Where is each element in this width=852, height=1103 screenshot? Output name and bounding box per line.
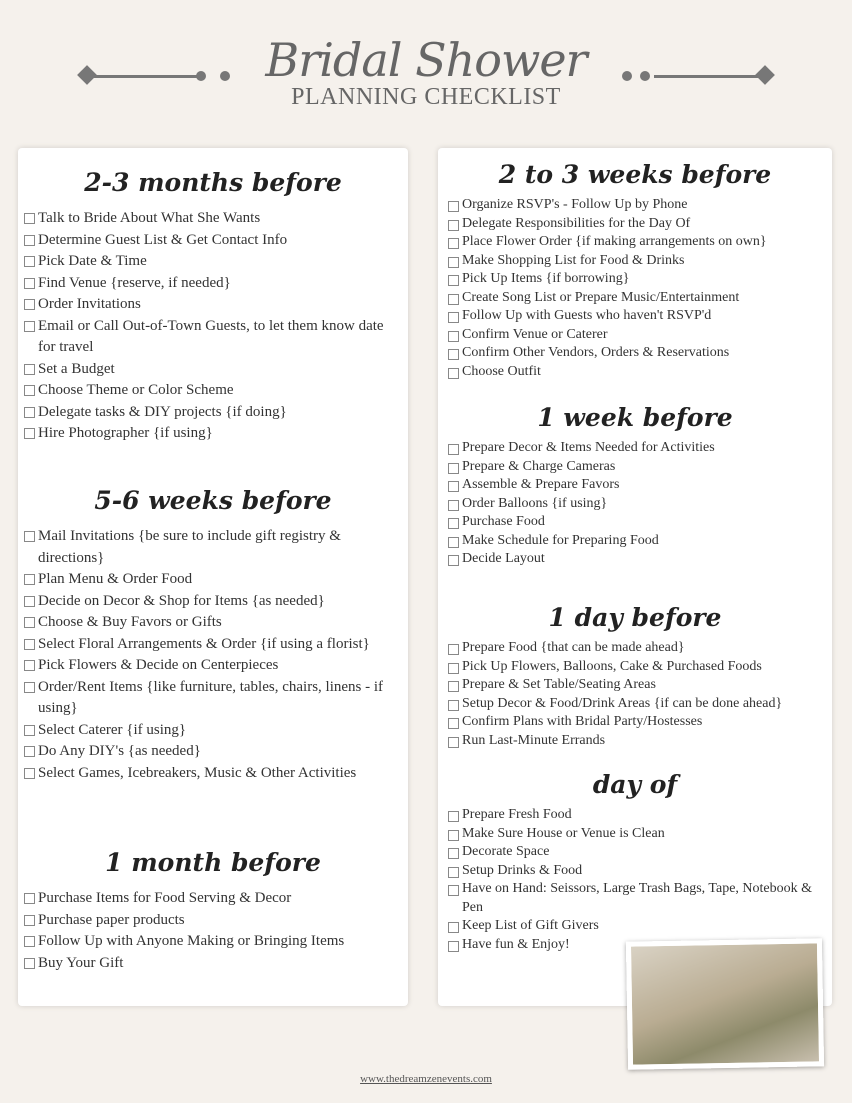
checklist-item	[438, 363, 832, 382]
checklist-item-label: Purchase Food	[462, 514, 545, 529]
section-heading: 2-3 months before	[84, 168, 342, 197]
section-heading: 5-6 weeks before	[94, 486, 332, 515]
bridal-party-photo	[626, 938, 824, 1069]
checklist	[438, 806, 832, 954]
checklist-item	[438, 439, 832, 458]
checklist-item-label: Assemble & Prepare Favors	[462, 477, 620, 492]
checkbox[interactable]	[24, 746, 35, 757]
checklist-item-label: Confirm Venue or Caterer	[462, 326, 608, 342]
checklist-item	[18, 380, 408, 402]
checklist-item-label: Decorate Space	[462, 844, 550, 859]
checklist-item-label: Create Song List or Prepare Music/Entertainment	[462, 289, 740, 305]
checklist-item	[18, 888, 408, 910]
checkbox[interactable]	[24, 768, 35, 779]
checklist-item	[438, 495, 832, 514]
checklist-item-label: Decide Layout	[462, 551, 545, 566]
checklist-item-label: Order/Rent Items {like furniture, tables, chairs, linens - if using}	[38, 678, 384, 716]
checklist-item-label: Order Invitations	[38, 296, 141, 312]
checklist-item	[438, 233, 832, 252]
checklist	[18, 208, 408, 445]
checkbox[interactable]	[24, 915, 35, 926]
checklist-item	[18, 612, 408, 634]
checklist-item-label: Buy Your Gift	[38, 954, 124, 971]
checklist-item-label: Have fun & Enjoy!	[462, 936, 570, 952]
checkbox[interactable]	[448, 737, 459, 748]
checkbox[interactable]	[24, 893, 35, 904]
checklist-section	[18, 486, 408, 784]
checklist-item	[18, 763, 408, 785]
checklist-item	[18, 591, 408, 613]
checkbox[interactable]	[448, 444, 459, 455]
checkbox[interactable]	[448, 481, 459, 492]
checklist-item-label: Place Flower Order {if making arrangements on own}	[462, 234, 767, 249]
header	[0, 30, 852, 111]
checklist-item-label: Keep List of Gift Givers	[462, 918, 599, 933]
checklist-item	[438, 344, 832, 363]
checklist-item	[438, 658, 832, 677]
right-checklist-panel	[438, 148, 832, 1006]
checklist-item	[438, 676, 832, 695]
checkbox[interactable]	[24, 639, 35, 650]
checklist-item	[438, 476, 832, 495]
checklist-item-label: Delegate Responsibilities for the Day Of	[462, 215, 691, 231]
checklist-item-label: Pick Up Items {if borrowing}	[462, 271, 630, 286]
checkbox[interactable]	[448, 885, 459, 896]
checklist-item-label: Decide on Decor & Shop for Items {as needed}	[38, 592, 325, 609]
checklist-item	[438, 806, 832, 825]
checklist-item	[18, 423, 408, 445]
checklist-item	[18, 316, 408, 359]
checklist-item	[18, 741, 408, 763]
section-heading: day of	[592, 770, 678, 799]
checklist-item	[438, 843, 832, 862]
checkbox[interactable]	[24, 428, 35, 439]
checkbox[interactable]	[448, 201, 459, 212]
checkbox[interactable]	[448, 220, 459, 231]
checklist-section	[18, 848, 408, 974]
checklist-item	[18, 677, 408, 720]
checklist-item	[438, 307, 832, 326]
checkbox[interactable]	[24, 235, 35, 246]
checkbox[interactable]	[24, 725, 35, 736]
page-title: Bridal Shower	[265, 33, 587, 87]
checklist-item	[438, 326, 832, 345]
checklist-section	[18, 168, 408, 445]
checklist-item-label: Pick Up Flowers, Balloons, Cake & Purchased Foods	[462, 658, 762, 674]
checkbox[interactable]	[448, 848, 459, 859]
checklist-item-label: Plan Menu & Order Food	[38, 571, 193, 587]
checkbox[interactable]	[448, 537, 459, 548]
checkbox[interactable]	[24, 364, 35, 375]
checklist-item-label: Make Schedule for Preparing Food	[462, 532, 659, 548]
checklist-item-label: Hire Photographer {if using}	[38, 425, 213, 441]
checklist-item-label: Prepare & Charge Cameras	[462, 458, 616, 474]
checklist-item-label: Choose Outfit	[462, 363, 541, 379]
checklist-item	[438, 458, 832, 477]
checkbox[interactable]	[448, 463, 459, 474]
checkbox[interactable]	[448, 238, 459, 249]
section-heading: 2 to 3 weeks before	[498, 160, 772, 189]
checkbox[interactable]	[24, 407, 35, 418]
checklist-item-label: Order Balloons {if using}	[462, 495, 608, 511]
checklist-item	[438, 880, 832, 917]
checklist-item-label: Delegate tasks & DIY projects {if doing}	[38, 403, 287, 420]
checklist-item	[18, 273, 408, 295]
checkbox[interactable]	[448, 867, 459, 878]
checklist-section	[438, 160, 832, 381]
checklist-item-label: Talk to Bride About What She Wants	[38, 210, 261, 226]
checklist-item-label: Set a Budget	[38, 360, 115, 377]
checklist-item	[438, 550, 832, 569]
checkbox[interactable]	[448, 644, 459, 655]
checklist-item	[18, 910, 408, 932]
checklist-item-label: Make Shopping List for Food & Drinks	[462, 252, 685, 268]
checkbox[interactable]	[448, 681, 459, 692]
checklist-item-label: Choose & Buy Favors or Gifts	[38, 614, 222, 630]
checklist-item-label: Email or Call Out-of-Town Guests, to let them know date for travel	[38, 317, 384, 355]
checklist-item	[18, 359, 408, 381]
checklist-section	[438, 403, 832, 569]
checklist-item	[438, 825, 832, 844]
checkbox[interactable]	[448, 294, 459, 305]
checkbox[interactable]	[24, 321, 35, 332]
checklist	[438, 639, 832, 750]
checkbox[interactable]	[24, 256, 35, 267]
checkbox[interactable]	[448, 811, 459, 822]
checklist-item	[18, 230, 408, 252]
checkbox[interactable]	[448, 555, 459, 566]
checklist-item	[438, 252, 832, 271]
checklist-item	[18, 526, 408, 569]
checkbox[interactable]	[24, 299, 35, 310]
checklist-item-label: Organize RSVP's - Follow Up by Phone	[462, 197, 688, 212]
checkbox[interactable]	[24, 213, 35, 224]
checklist-item	[438, 732, 832, 751]
checklist-item	[18, 294, 408, 316]
checklist-item	[18, 402, 408, 424]
checkbox[interactable]	[24, 682, 35, 693]
checklist-item	[438, 196, 832, 215]
checklist-item-label: Select Games, Icebreakers, Music & Other Activities	[38, 764, 357, 781]
checklist-item-label: Determine Guest List & Get Contact Info	[38, 231, 288, 248]
checklist-item	[438, 532, 832, 551]
checklist	[438, 439, 832, 569]
checkbox[interactable]	[24, 596, 35, 607]
checklist-item	[438, 513, 832, 532]
checklist-item-label: Choose Theme or Color Scheme	[38, 382, 234, 398]
checklist-item-label: Purchase paper products	[38, 911, 185, 928]
checklist	[18, 888, 408, 974]
checklist-section	[438, 603, 832, 750]
checklist-item-label: Confirm Other Vendors, Orders & Reservations	[462, 345, 730, 360]
website-link[interactable]: www.thedreamzenevents.com	[360, 1073, 492, 1085]
checklist-item-label: Prepare Fresh Food	[462, 807, 572, 822]
checkbox[interactable]	[24, 617, 35, 628]
section-heading: 1 day before	[548, 603, 722, 632]
checkbox[interactable]	[24, 660, 35, 671]
checkbox[interactable]	[448, 368, 459, 379]
checklist-item	[18, 720, 408, 742]
checklist-item-label: Select Caterer {if using}	[38, 721, 187, 738]
checkbox[interactable]	[448, 941, 459, 952]
checklist-item-label: Follow Up with Guests who haven't RSVP'd	[462, 308, 712, 323]
checklist-item-label: Have on Hand: Seissors, Large Trash Bags, Tape, Notebook & Pen	[462, 881, 813, 915]
checklist-item-label: Find Venue {reserve, if needed}	[38, 274, 231, 291]
checkbox[interactable]	[448, 922, 459, 933]
checkbox[interactable]	[448, 312, 459, 323]
checklist-item-label: Setup Decor & Food/Drink Areas {if can be done ahead}	[462, 695, 783, 711]
checklist-item	[438, 695, 832, 714]
checklist-item-label: Prepare Food {that can be made ahead}	[462, 640, 685, 655]
checkbox[interactable]	[448, 663, 459, 674]
checklist-item	[18, 208, 408, 230]
checkbox[interactable]	[24, 385, 35, 396]
checklist-item	[18, 251, 408, 273]
checklist-item	[438, 862, 832, 881]
checklist-item	[18, 953, 408, 975]
checklist-item-label: Follow Up with Anyone Making or Bringing Items	[38, 933, 345, 949]
checkbox[interactable]	[24, 531, 35, 542]
checkbox[interactable]	[448, 718, 459, 729]
section-heading: 1 week before	[537, 403, 733, 432]
checkbox[interactable]	[24, 574, 35, 585]
checkbox[interactable]	[448, 830, 459, 841]
checkbox[interactable]	[24, 958, 35, 969]
left-checklist-panel	[18, 148, 408, 1006]
checklist-item	[438, 289, 832, 308]
checkbox[interactable]	[448, 257, 459, 268]
checklist-item	[438, 270, 832, 289]
checkbox[interactable]	[24, 278, 35, 289]
checklist-item-label: Make Sure House or Venue is Clean	[462, 825, 665, 841]
page-subtitle: PLANNING CHECKLIST	[291, 84, 561, 110]
checklist-item	[18, 569, 408, 591]
checklist-item-label: Mail Invitations {be sure to include gift registry & directions}	[38, 528, 341, 566]
checklist-item-label: Select Floral Arrangements & Order {if using a florist}	[38, 635, 370, 652]
checklist-item-label: Purchase Items for Food Serving & Decor	[38, 890, 292, 906]
checkbox[interactable]	[24, 936, 35, 947]
checkbox[interactable]	[448, 518, 459, 529]
checkbox[interactable]	[448, 700, 459, 711]
checklist-item-label: Setup Drinks & Food	[462, 862, 583, 878]
checkbox[interactable]	[448, 349, 459, 360]
checkbox[interactable]	[448, 275, 459, 286]
checklist-item	[18, 634, 408, 656]
checklist-item	[438, 713, 832, 732]
checklist-item	[438, 639, 832, 658]
checklist-item	[18, 931, 408, 953]
checklist-item-label: Run Last-Minute Errands	[462, 732, 606, 748]
checklist-item-label: Do Any DIY's {as needed}	[38, 743, 201, 759]
checklist-item	[438, 215, 832, 234]
checklist	[18, 526, 408, 784]
checklist-item-label: Pick Flowers & Decide on Centerpieces	[38, 657, 279, 673]
checklist-item	[18, 655, 408, 677]
checklist-item	[438, 917, 832, 936]
checklist-item-label: Pick Date & Time	[38, 253, 147, 269]
checklist-item-label: Confirm Plans with Bridal Party/Hostesses	[462, 714, 703, 729]
checklist	[438, 196, 832, 381]
section-heading: 1 month before	[105, 848, 321, 877]
checklist-item-label: Prepare & Set Table/Seating Areas	[462, 677, 656, 692]
checkbox[interactable]	[448, 500, 459, 511]
checkbox[interactable]	[448, 331, 459, 342]
checklist-section	[438, 770, 832, 954]
checklist-item-label: Prepare Decor & Items Needed for Activities	[462, 440, 715, 455]
